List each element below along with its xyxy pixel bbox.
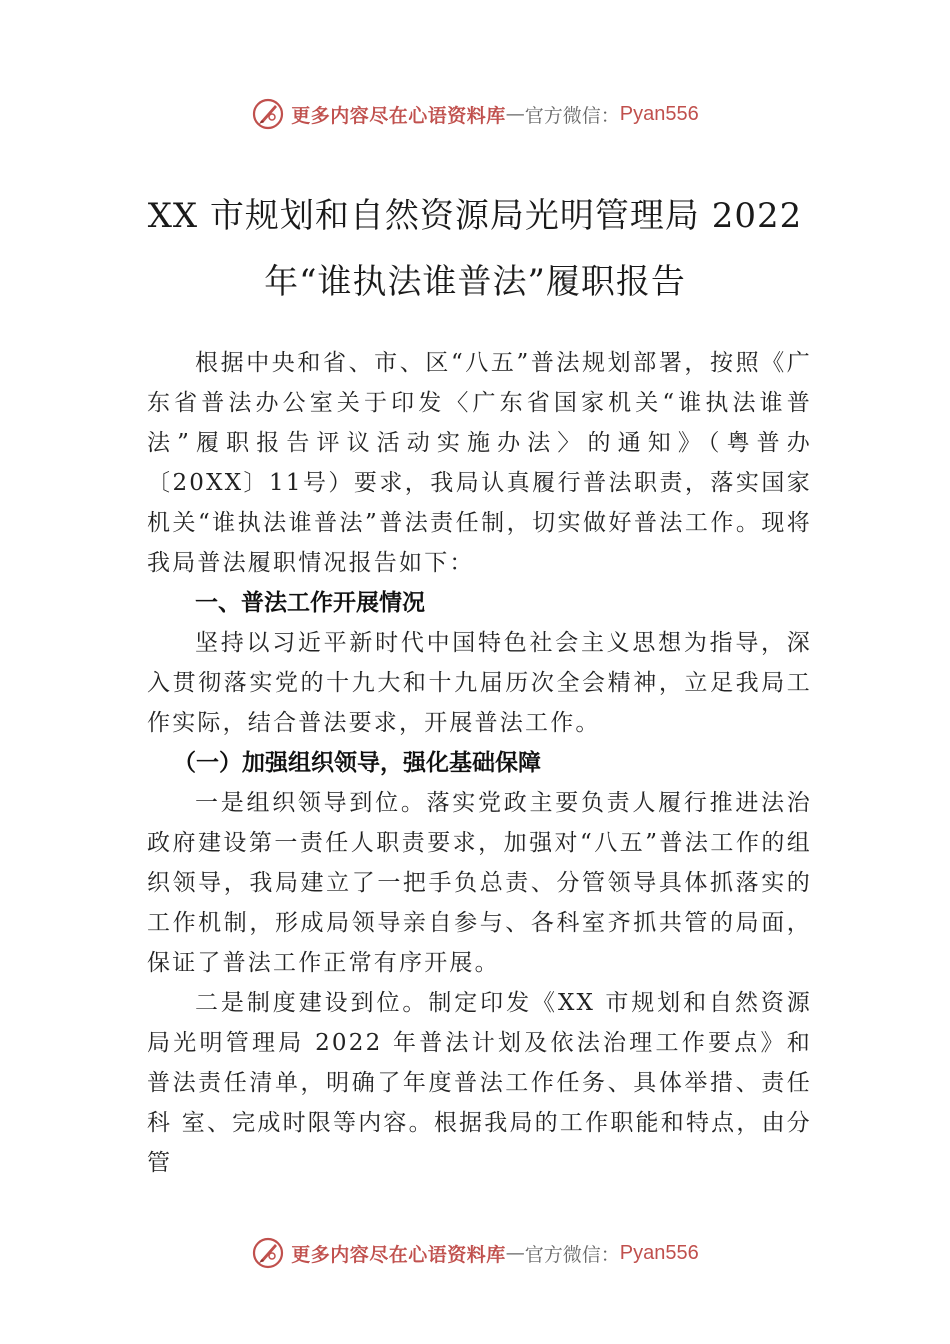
watermark-wechat-label: 官方微信： [524,104,620,127]
quill-logo-icon [251,97,285,131]
quill-logo-icon [251,1236,285,1270]
watermark-site-text: 更多内容尽在心语资料库 [291,104,506,127]
subsection1-paragraph2: 二是制度建设到位。制定印发《XX 市规划和自然资源局光明管理局 2022 年普法计划及依法治理工作要点》和普法责任清单，明确了年度普法工作任务、具体举措、责任科 室、完成时限等内容。根据我局的工作职能和特点，由分管 [147,990,812,1176]
document-body [147,343,812,1183]
section1-paragraph: 坚持以习近平新时代中国特色社会主义思想为指导，深入贯彻落实党的十九大和十九届历次全会精神，立足我局工作实际，结合普法要求，开展普法工作。 [147,630,812,736]
watermark-footer [0,1233,950,1273]
subsection1-paragraph1: 一是组织领导到位。落实党政主要负责人履行推进法治政府建设第一责任人职责要求，加强对“八五”普法工作的组织领导，我局建立了一把手负总责、分管领导具体抓落实的工作机制，形成局领导亲自参与、各科室齐抓共管的局面，保证了普法工作正常有序开展。 [147,790,812,976]
watermark-site-text: 更多内容尽在心语资料库 [291,1243,506,1266]
watermark-wechat-label: 官方微信： [524,1243,620,1266]
watermark-header [0,94,950,134]
intro-paragraph: 根据中央和省、市、区“八五”普法规划部署，按照《广东省普法办公室关于印发〈广东省国家机关“谁执法谁普法”履职报告评议活动实施办法〉的通知》（粤普办〔20XX〕11号）要求，我局认真履行普法职责，落实国家机关“谁执法谁普法”普法责任制，切实做好普法工作。现将我局普法履职情况报告如下： [147,350,812,576]
subsection1-heading: （一）加强组织领导，强化基础保障 [173,750,541,776]
watermark-dash: — [505,103,525,125]
watermark-dash: — [505,1242,525,1264]
watermark-wechat-id: Pyan556 [619,102,699,125]
document-title-line1: XX 市规划和自然资源局光明管理局 2022 [147,196,803,236]
document-title-line2: 年“谁执法谁普法”履职报告 [264,262,686,302]
watermark-wechat-id: Pyan556 [619,1241,699,1264]
section1-heading: 一、普法工作开展情况 [195,590,425,616]
